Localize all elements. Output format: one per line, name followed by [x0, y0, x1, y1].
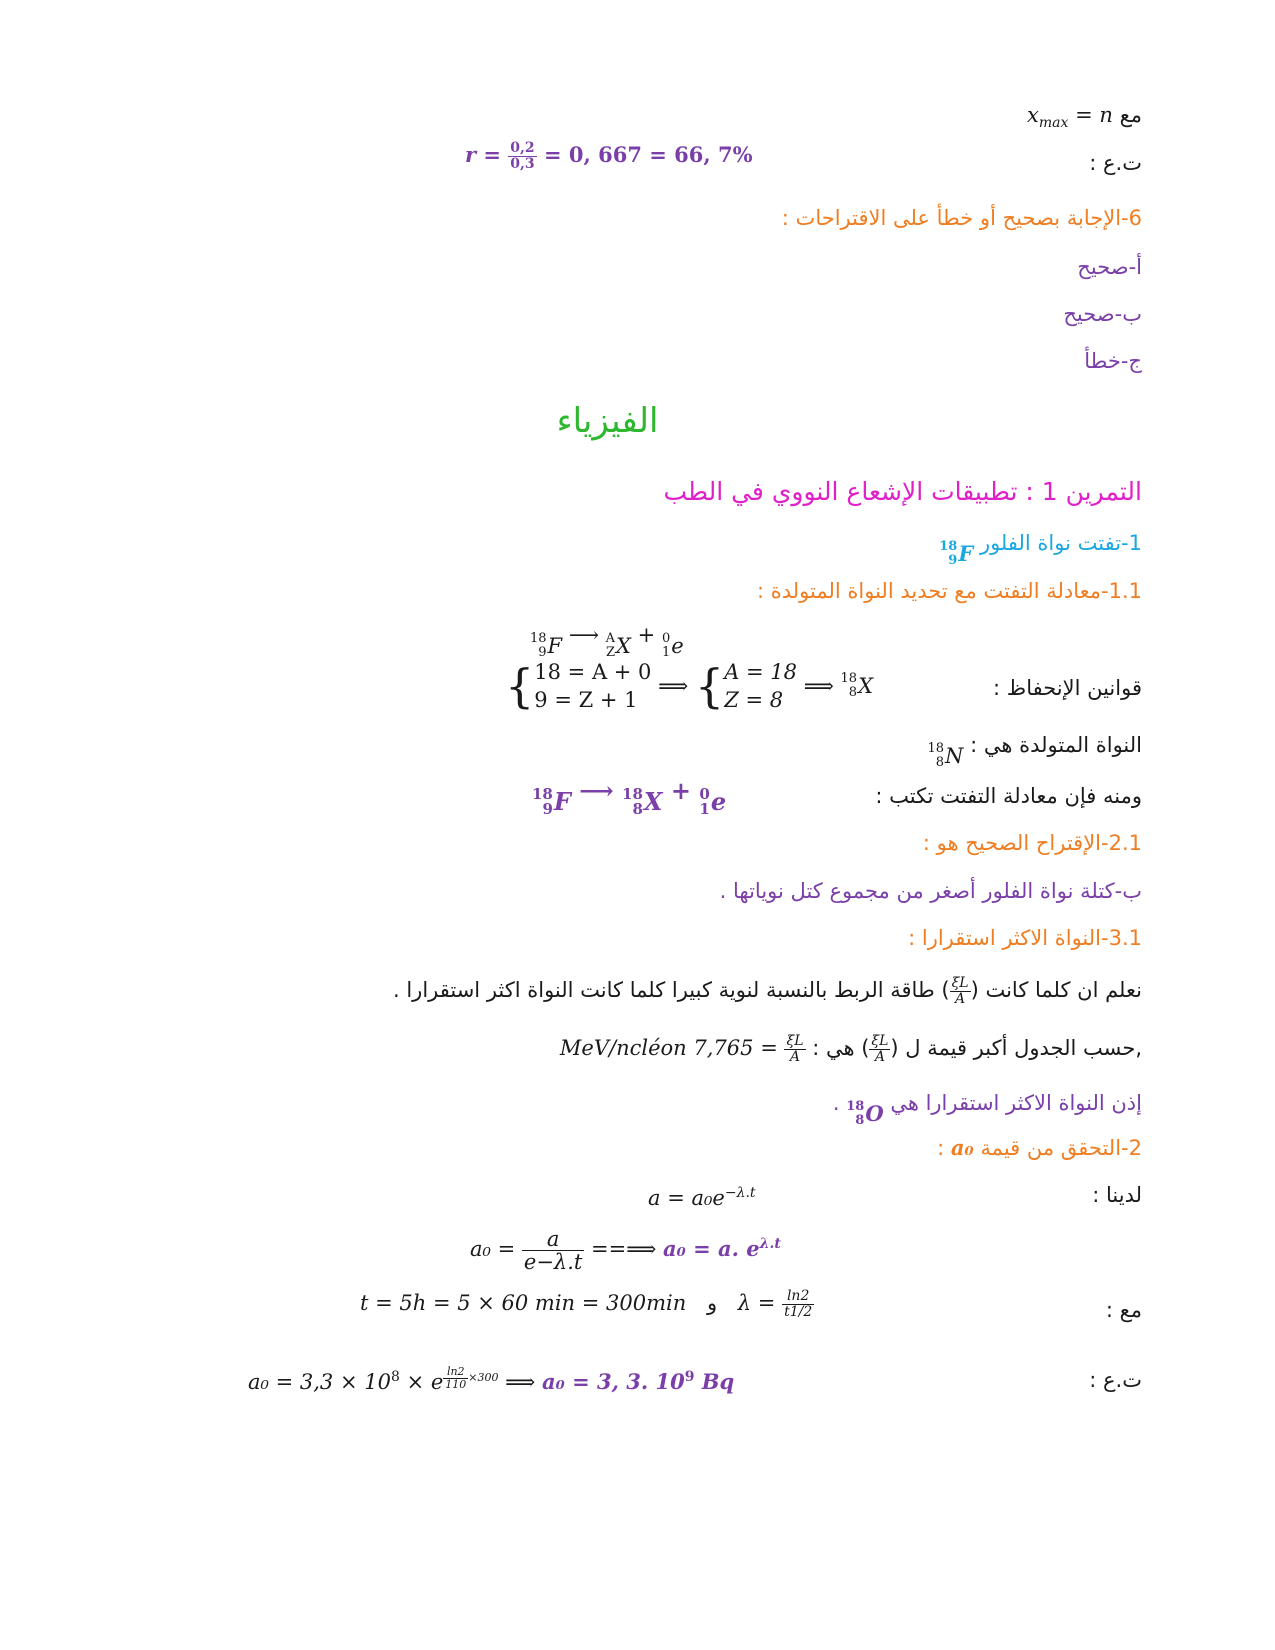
- decay-equation-general: 18 9 F ⟶ A Z X + 0 1 e: [530, 623, 684, 660]
- eq-written-label: ومنه فإن معادلة التفتت تكتب :: [875, 784, 1142, 808]
- decay-equation-final: 18 9 F ⟶ 18 8 X + 0 1 e: [532, 776, 727, 818]
- table-max-line: ,حسب الجدول أكبر قيمة ل ( $\frac{\xi L}{A}$ ) هي : $\frac{\xi L}{A}$ = 7,765 MeV/ncléon: [559, 1032, 1142, 1065]
- s21-title: 2.1-الإقتراح الصحيح هو :: [922, 831, 1142, 855]
- most-stable-line: إذن النواة الاكثر استقرارا هي 18 8 O .: [832, 1091, 1142, 1128]
- a0-calculation: $a_0 = 3,3 \times 10^8 \times e$ $^{\frac{\ln 2}{110} \times 300}$ ⟹ a₀ = 3, 3. $10^9$ Bq: [248, 1364, 735, 1394]
- q6-answer-a: أ-صحيح: [1077, 255, 1142, 279]
- stability-text: نعلم ان كلما كانت ( $\frac{\xi L}{A}$ ) طاقة الربط بالنسبة لنوية كبيرا كلما كانت النواة اكثر استقرارا .: [393, 974, 1142, 1007]
- daughter-line: النواة المتولدة هي : 18 8 N: [927, 733, 1142, 770]
- s21-answer: ب-كتلة نواة الفلور أصغر من مجموع كتل نوياتها .: [719, 879, 1142, 903]
- with-label-2: مع :: [1105, 1298, 1142, 1322]
- decay-law: $a = a_0e^{-\lambda.t}$: [648, 1185, 756, 1210]
- oxygen-nucleus: 18 8 O: [846, 1099, 884, 1128]
- s2-title: 2-التحقق من قيمة a₀ :: [937, 1135, 1142, 1160]
- s1-title: 1-تفتت نواة الفلور 18 9 F: [939, 531, 1142, 568]
- ta-label-1: ت.ع :: [1089, 151, 1142, 175]
- ta-label-2: ت.ع :: [1089, 1368, 1142, 1392]
- conservation-system: { 18 = A + 0 9 = Z + 1 ⟹ { A = 18 Z = 8 ⟹ 18 8 X: [505, 659, 874, 713]
- daughter-nucleus: 18 8 N: [927, 741, 964, 770]
- xmax-formula: $x_{max} = n$: [1027, 103, 1113, 132]
- table-max-value: $\frac{\xi L}{A}$ = 7,765 MeV/ncléon: [559, 1033, 804, 1065]
- fluorine-nucleus: 18 9 F: [939, 539, 974, 568]
- binding-energy-ratio: $\frac{\xi L}{A}$: [951, 974, 969, 1007]
- efficiency-result: r = $\frac{0,2}{0,3}$ = 0, 667 = 66, 7%: [465, 140, 753, 172]
- q6-answer-c: ج-خطأ: [1084, 349, 1142, 373]
- conservation-label: قوانين الإنحفاظ :: [993, 676, 1142, 700]
- a0-derivation: a₀ = $\frac{a}{e-\lambda.t}$ ==⟹ a₀ = a. $e^{\lambda.t}$: [470, 1227, 781, 1275]
- s11-title: 1.1-معادلة التفتت مع تحديد النواة المتولدة :: [756, 579, 1142, 603]
- we-have-label: لدينا :: [1092, 1183, 1142, 1207]
- q6-answer-b: ب-صحيح: [1063, 302, 1142, 326]
- with-label: مع: [1119, 103, 1142, 127]
- q6-title: 6-الإجابة بصحيح أو خطأ على الاقتراحات :: [781, 206, 1142, 230]
- physics-title: الفيزياء: [556, 401, 659, 441]
- exercise-title: التمرين 1 : تطبيقات الإشعاع النووي في الطب: [663, 477, 1142, 506]
- time-and-lambda: t = 5h = 5 × 60 min = 300min و λ = $\frac{\ln 2}{t1/2}$: [360, 1288, 813, 1320]
- xmax-line: [1027, 100, 1142, 138]
- s31-title: 3.1-النواة الاكثر استقرارا :: [908, 926, 1142, 950]
